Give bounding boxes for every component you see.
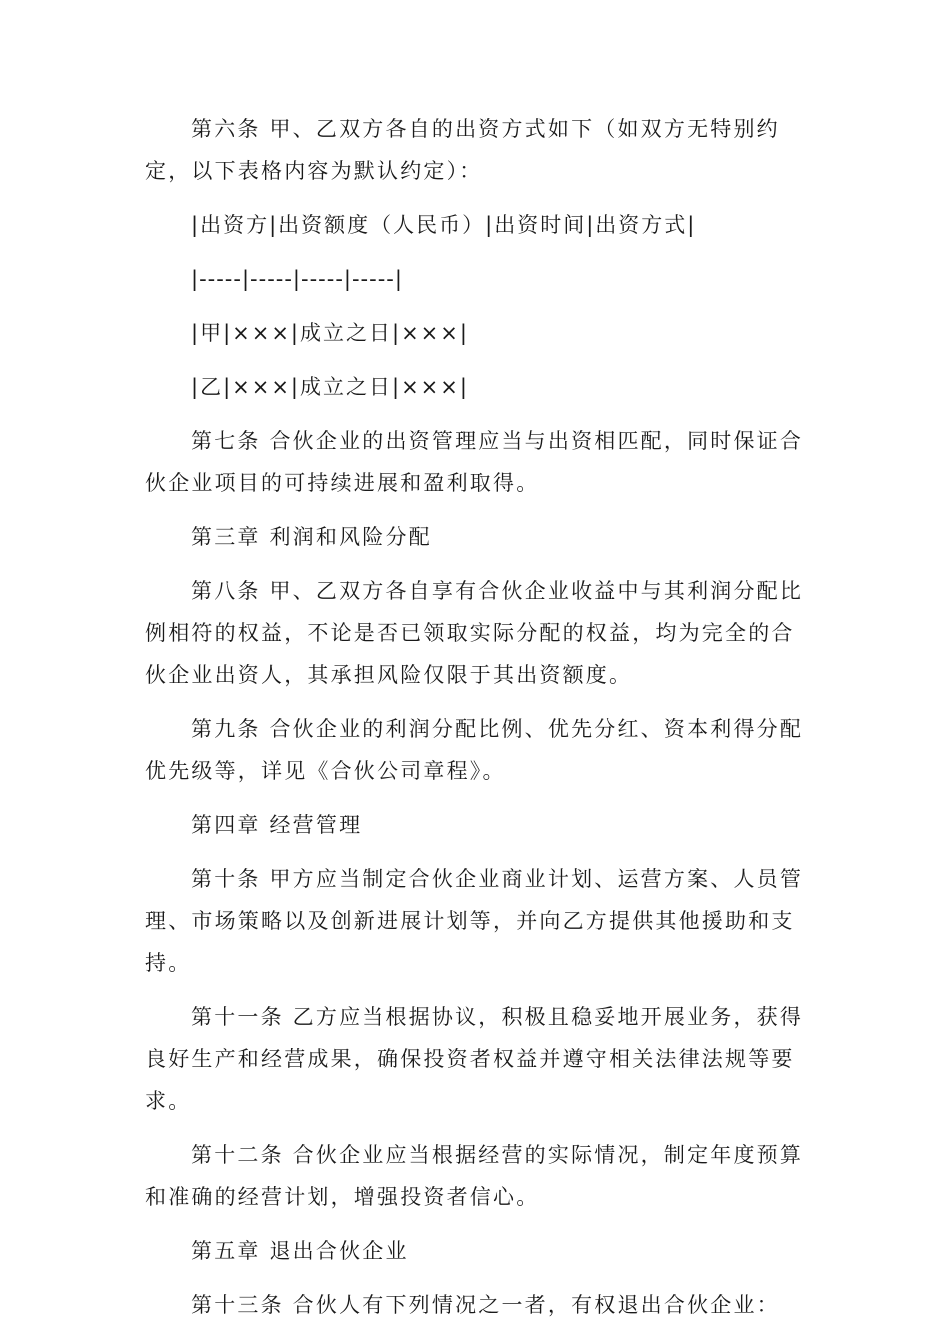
article-10: 第十条 甲方应当制定合伙企业商业计划、运营方案、人员管理、市场策略以及创新进展计划等，并向乙方提供其他援助和支持。 [145,867,804,975]
article-13: 第十三条 合伙人有下列情况之一者，有权退出合伙企业： [191,1293,780,1317]
document-body [145,108,817,1338]
article-12: 第十二条 合伙企业应当根据经营的实际情况，制定年度预算和准确的经营计划，增强投资者信心。 [145,1143,804,1209]
article-7: 第七条 合伙企业的出资管理应当与出资相匹配，同时保证合伙企业项目的可持续进展和盈利取得。 [145,429,804,495]
table-header-line: |出资方|出资额度（人民币）|出资时间|出资方式| [191,213,697,237]
chapter-5-heading: 第五章 退出合伙企业 [191,1239,409,1263]
chapter-4-heading: 第四章 经营管理 [191,813,363,837]
article-11: 第十一条 乙方应当根据协议，积极且稳妥地开展业务，获得良好生产和经营成果，确保投资者权益并遵守相关法律法规等要求。 [145,1005,804,1113]
article-9: 第九条 合伙企业的利润分配比例、优先分红、资本利得分配优先级等，详见《合伙公司章程》。 [145,717,804,783]
table-row-a: |甲|×××|成立之日|×××| [191,321,469,345]
table-separator-line: |-----|-----|-----|-----| [191,267,403,291]
table-row-b: |乙|×××|成立之日|×××| [191,375,469,399]
article-6: 第六条 甲、乙双方各自的出资方式如下（如双方无特别约定，以下表格内容为默认约定）： [145,117,780,183]
article-8: 第八条 甲、乙双方各自享有合伙企业收益中与其利润分配比例相符的权益，不论是否已领取实际分配的权益，均为完全的合伙企业出资人，其承担风险仅限于其出资额度。 [145,579,804,687]
chapter-3-heading: 第三章 利润和风险分配 [191,525,432,549]
